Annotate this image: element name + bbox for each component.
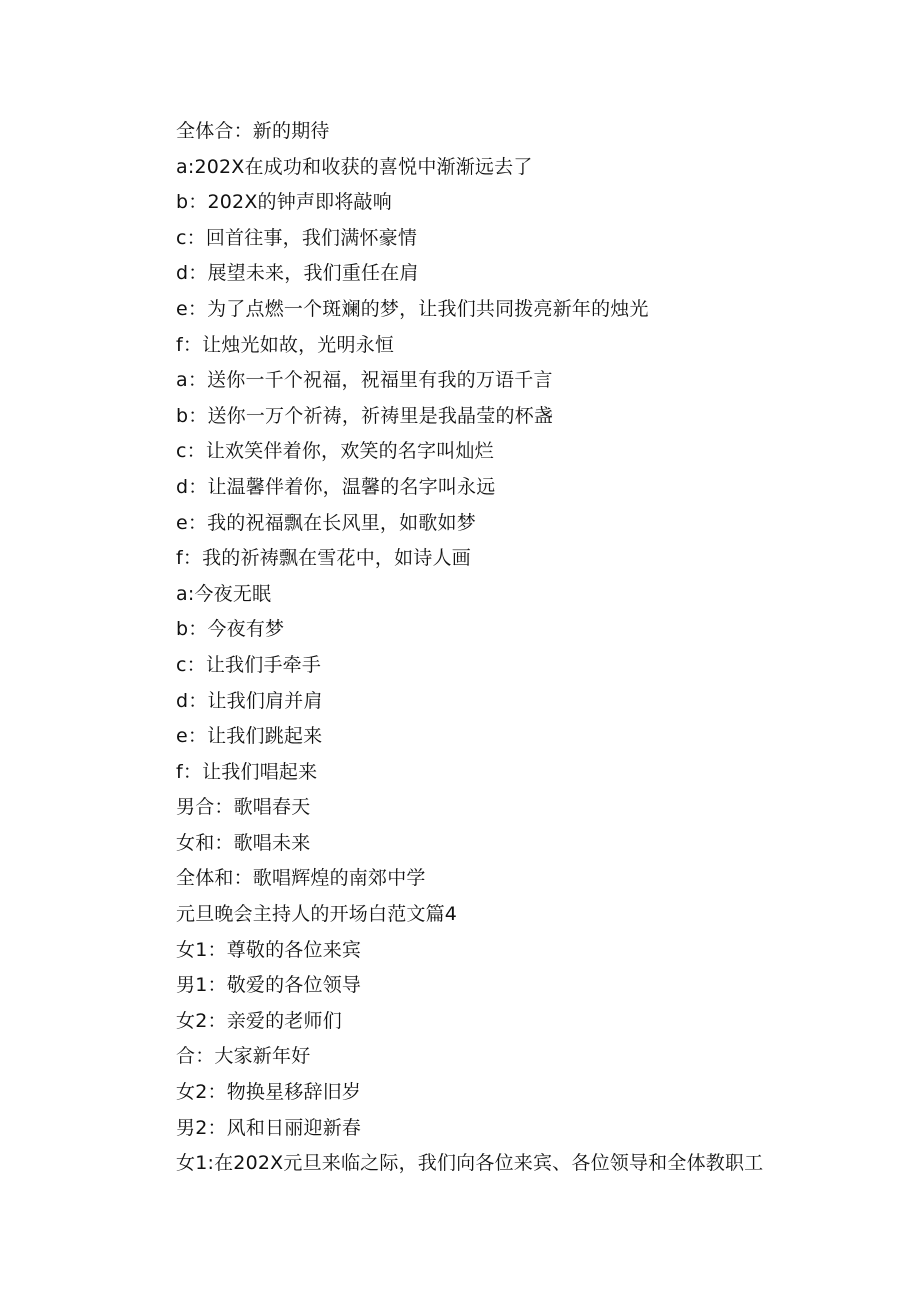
script-text-body [176,114,816,1182]
text-line: e：我的祝福飘在长风里，如歌如梦 [176,511,476,534]
text-line: 女1:在202X元旦来临之际，我们向各位来宾、各位领导和全体教职工 [176,1152,764,1175]
text-line: 全体和：歌唱辉煌的南郊中学 [176,867,426,890]
text-line: 合：大家新年好 [176,1045,311,1068]
text-line: 女1：尊敬的各位来宾 [176,938,362,961]
text-line: a:今夜无眠 [176,582,272,605]
text-line: b：今夜有梦 [176,618,285,641]
section-heading: 元旦晚会主持人的开场白范文篇4 [176,903,458,926]
text-line: d：让温馨伴着你，温馨的名字叫永远 [176,475,496,498]
text-line: 女和：歌唱未来 [176,831,311,854]
text-line: b：202X的钟声即将敲响 [176,191,392,214]
text-line: a：送你一千个祝福，祝福里有我的万语千言 [176,369,553,392]
text-line: f：让我们唱起来 [176,760,318,783]
text-line: 女2：物换星移辞旧岁 [176,1081,362,1104]
text-line: e：让我们跳起来 [176,725,323,748]
text-line: e：为了点燃一个斑斓的梦，让我们共同拨亮新年的烛光 [176,297,649,320]
text-line: c：回首往事，我们满怀豪情 [176,226,418,249]
text-line: d：展望未来，我们重任在肩 [176,262,419,285]
text-line: f：我的祈祷飘在雪花中，如诗人画 [176,547,471,570]
text-line: 全体合：新的期待 [176,120,330,142]
text-line: 女2：亲爱的老师们 [176,1009,342,1032]
text-line: c：让我们手牵手 [176,653,322,676]
text-line: f：让烛光如故，光明永恒 [176,333,395,356]
text-line: 男1：敬爱的各位领导 [176,974,362,997]
text-line: 男2：风和日丽迎新春 [176,1116,362,1139]
text-line: b：送你一万个祈祷，祈祷里是我晶莹的杯盏 [176,404,554,427]
text-line: c：让欢笑伴着你，欢笑的名字叫灿烂 [176,440,494,463]
text-line: a:202X在成功和收获的喜悦中渐渐远去了 [176,155,533,178]
text-line: 男合：歌唱春天 [176,796,311,819]
text-line: d：让我们肩并肩 [176,689,323,712]
